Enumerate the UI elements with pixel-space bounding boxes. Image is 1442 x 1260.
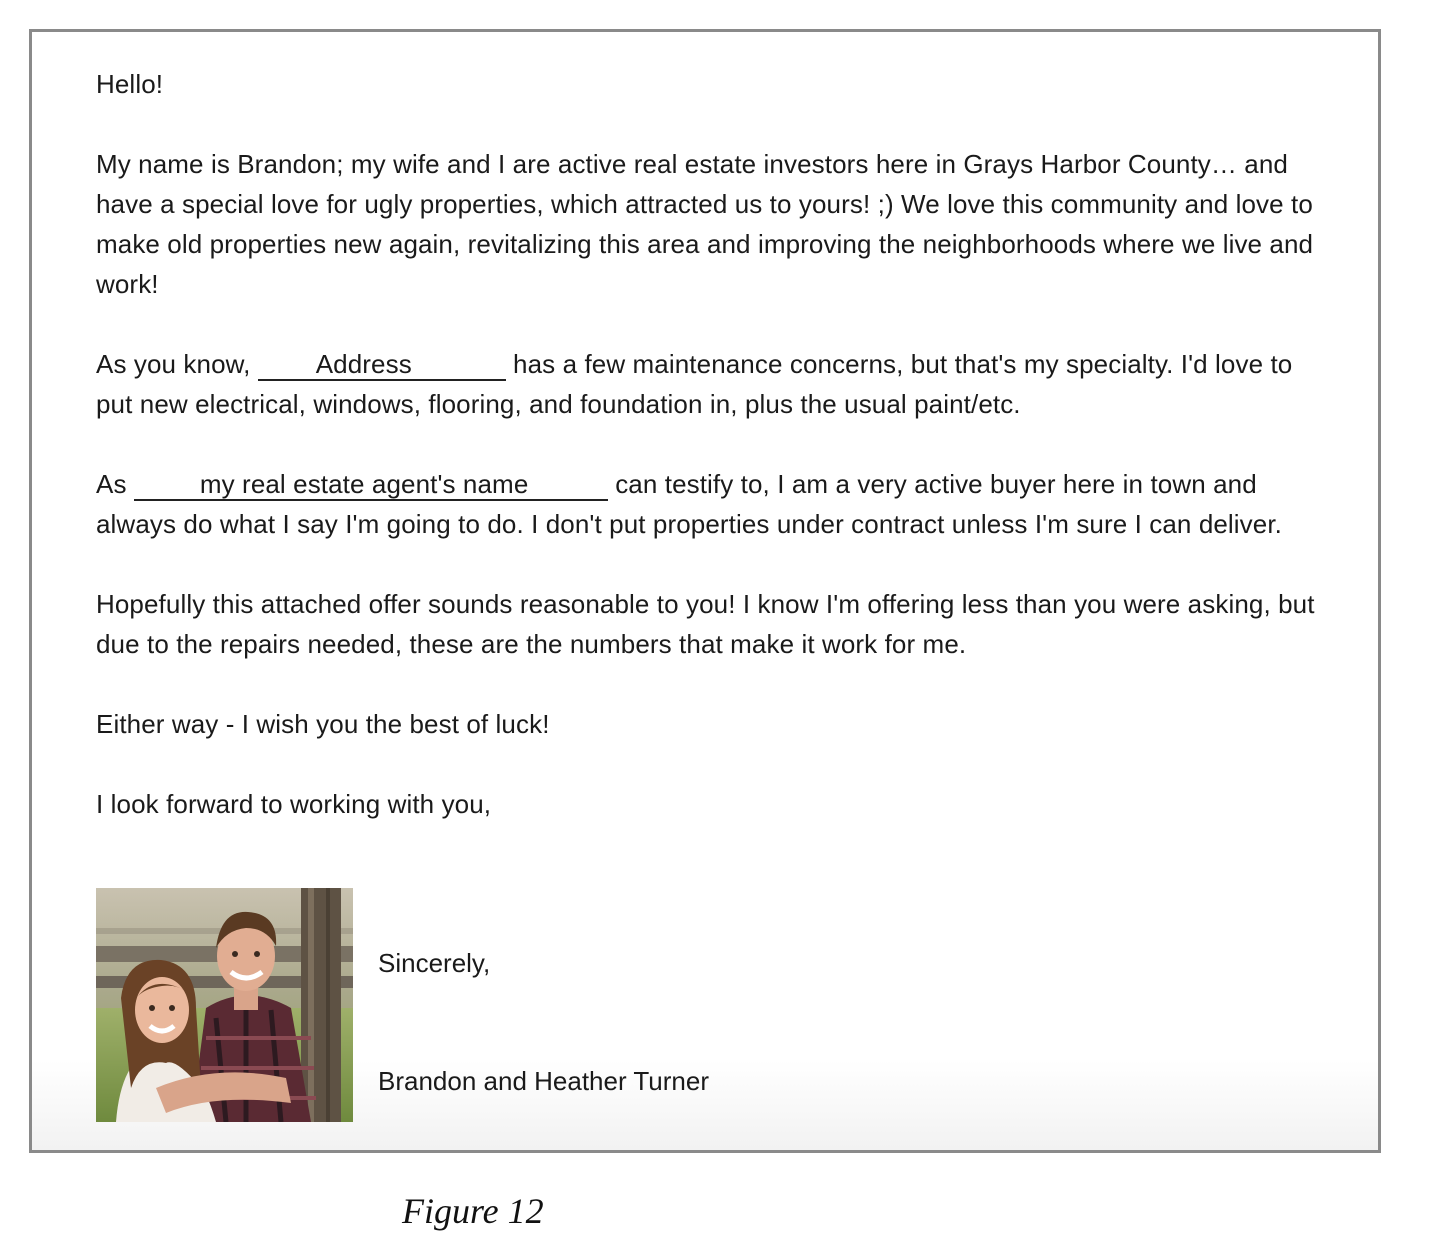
letter-body (96, 64, 1346, 824)
property-paragraph (96, 344, 1326, 424)
property-text-after: has a few maintenance concerns, but that's my specialty. I'd love to put new electrical, windows, flooring, and foundation in, plus the usual paint/etc. (96, 349, 1293, 419)
property-text-before: As you know, (96, 349, 258, 379)
agent-paragraph (96, 464, 1341, 544)
sign-off: Sincerely, (378, 948, 491, 978)
signer-names: Brandon and Heather Turner (378, 1066, 709, 1096)
wish-paragraph: Either way - I wish you the best of luck! (96, 709, 550, 739)
intro-paragraph: My name is Brandon; my wife and I are active real estate investors here in Grays Harbor County… and have a special love for ugly properties, which attracted us to yours! ;) We love this community and love to make old properties new again, revitalizing this area and improving the neighborhoods where we live and work! (96, 149, 1314, 299)
offer-paragraph: Hopefully this attached offer sounds reasonable to you! I know I'm offering less than you were asking, but due to the repairs needed, these are the numbers that make it work for me. (96, 589, 1315, 659)
figure-caption: Figure 12 (402, 1191, 544, 1231)
agent-text-before: As (96, 469, 134, 499)
signature-block (96, 888, 996, 1124)
greeting: Hello! (96, 69, 164, 99)
agent-name-blank: my real estate agent's name (134, 469, 608, 501)
couple-photo (96, 888, 353, 1122)
agent-text-after: can testify to, I am a very active buyer here in town and always do what I say I'm going to do. I don't put properties under contract unless I'm sure I can deliver. (96, 469, 1282, 539)
address-blank: Address (258, 349, 506, 381)
closing-line: I look forward to working with you, (96, 789, 492, 819)
